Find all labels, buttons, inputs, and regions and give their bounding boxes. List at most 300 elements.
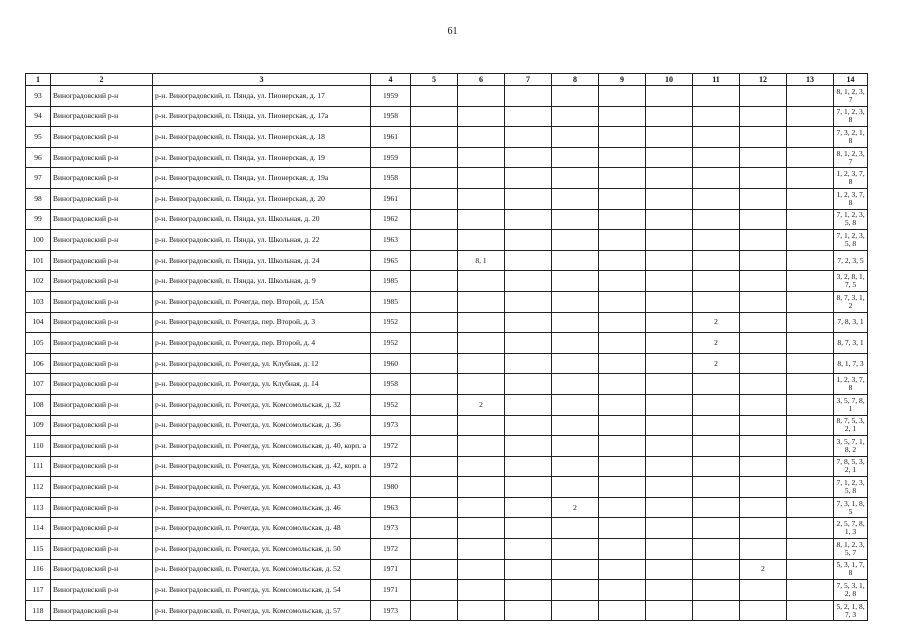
year-cell: 1973 [371, 415, 411, 436]
address-cell: р-н. Виноградовский, п. Рочегда, ул. Комсомольская, д. 42, корп. а [153, 456, 371, 477]
column-6-cell [458, 374, 505, 395]
column-14-cell: 7, 3, 1, 8, 5 [834, 497, 868, 518]
column-10-cell [646, 147, 693, 168]
column-8-cell [552, 271, 599, 292]
address-cell: р-н. Виноградовский, п. Пянда, ул. Пионерская, д. 18 [153, 127, 371, 148]
address-cell: р-н. Виноградовский, п. Пянда, ул. Пионерская, д. 17 [153, 86, 371, 107]
column-6-cell [458, 600, 505, 621]
column-5-cell [411, 477, 458, 498]
column-12-cell [740, 106, 787, 127]
column-13-cell [787, 333, 834, 354]
column-11-cell [693, 147, 740, 168]
column-13-cell [787, 415, 834, 436]
column-6-cell [458, 127, 505, 148]
column-13-cell [787, 394, 834, 415]
column-6-cell: 8, 1 [458, 250, 505, 271]
column-7-cell [505, 230, 552, 251]
column-5-cell [411, 353, 458, 374]
column-11-cell [693, 188, 740, 209]
district-cell: Виноградовский р-н [51, 188, 153, 209]
column-7-cell [505, 436, 552, 457]
column-header: 7 [505, 74, 552, 86]
column-7-cell [505, 271, 552, 292]
column-13-cell [787, 374, 834, 395]
row-number: 97 [26, 168, 51, 189]
column-9-cell [599, 477, 646, 498]
column-11-cell [693, 518, 740, 539]
column-header: 1 [26, 74, 51, 86]
table-row [26, 477, 868, 498]
column-11-cell [693, 600, 740, 621]
year-cell: 1971 [371, 580, 411, 601]
year-cell: 1952 [371, 333, 411, 354]
column-5-cell [411, 291, 458, 312]
column-8-cell [552, 168, 599, 189]
column-5-cell [411, 518, 458, 539]
table-row [26, 559, 868, 580]
column-12-cell [740, 86, 787, 107]
column-6-cell [458, 415, 505, 436]
address-cell: р-н. Виноградовский, п. Рочегда, пер. Второй, д. 15А [153, 291, 371, 312]
column-13-cell [787, 147, 834, 168]
table-row [26, 230, 868, 251]
column-13-cell [787, 188, 834, 209]
row-number: 110 [26, 436, 51, 457]
column-8-cell [552, 127, 599, 148]
row-number: 106 [26, 353, 51, 374]
district-cell: Виноградовский р-н [51, 436, 153, 457]
column-10-cell [646, 333, 693, 354]
table-row [26, 291, 868, 312]
column-8-cell [552, 415, 599, 436]
district-cell: Виноградовский р-н [51, 127, 153, 148]
column-11-cell [693, 291, 740, 312]
column-5-cell [411, 436, 458, 457]
year-cell: 1958 [371, 168, 411, 189]
header-row [26, 74, 868, 86]
column-5-cell [411, 580, 458, 601]
column-14-cell: 7, 5, 3, 1, 2, 8 [834, 580, 868, 601]
column-13-cell [787, 291, 834, 312]
row-number: 117 [26, 580, 51, 601]
year-cell: 1963 [371, 497, 411, 518]
column-5-cell [411, 271, 458, 292]
year-cell: 1973 [371, 600, 411, 621]
column-13-cell [787, 209, 834, 230]
address-cell: р-н. Виноградовский, п. Пянда, ул. Пионерская, д. 17а [153, 106, 371, 127]
year-cell: 1959 [371, 86, 411, 107]
column-10-cell [646, 188, 693, 209]
column-6-cell [458, 559, 505, 580]
column-12-cell [740, 436, 787, 457]
column-8-cell [552, 436, 599, 457]
column-7-cell [505, 291, 552, 312]
column-10-cell [646, 312, 693, 333]
column-9-cell [599, 86, 646, 107]
address-cell: р-н. Виноградовский, п. Рочегда, ул. Комсомольская, д. 50 [153, 539, 371, 560]
column-10-cell [646, 518, 693, 539]
district-cell: Виноградовский р-н [51, 580, 153, 601]
column-6-cell [458, 209, 505, 230]
address-cell: р-н. Виноградовский, п. Рочегда, ул. Комсомольская, д. 32 [153, 394, 371, 415]
column-14-cell: 7, 1, 2, 3, 5, 8 [834, 230, 868, 251]
column-8-cell [552, 456, 599, 477]
column-13-cell [787, 539, 834, 560]
table-row [26, 456, 868, 477]
column-10-cell [646, 497, 693, 518]
column-12-cell [740, 539, 787, 560]
year-cell: 1959 [371, 147, 411, 168]
column-6-cell [458, 539, 505, 560]
district-cell: Виноградовский р-н [51, 539, 153, 560]
table-row [26, 600, 868, 621]
district-cell: Виноградовский р-н [51, 271, 153, 292]
column-6-cell [458, 518, 505, 539]
column-header: 4 [371, 74, 411, 86]
row-number: 107 [26, 374, 51, 395]
column-14-cell: 8, 1, 2, 3, 7 [834, 147, 868, 168]
column-13-cell [787, 559, 834, 580]
column-9-cell [599, 415, 646, 436]
column-7-cell [505, 250, 552, 271]
column-6-cell [458, 497, 505, 518]
column-12-cell [740, 415, 787, 436]
column-14-cell: 8, 7, 5, 3, 2, 1 [834, 415, 868, 436]
column-14-cell: 8, 7, 3, 1, 2 [834, 291, 868, 312]
column-header: 9 [599, 74, 646, 86]
column-9-cell [599, 271, 646, 292]
column-10-cell [646, 600, 693, 621]
table-row [26, 86, 868, 107]
column-6-cell [458, 456, 505, 477]
table-row [26, 333, 868, 354]
column-8-cell [552, 539, 599, 560]
address-cell: р-н. Виноградовский, п. Рочегда, ул. Комсомольская, д. 52 [153, 559, 371, 580]
table-row [26, 394, 868, 415]
column-6-cell [458, 230, 505, 251]
column-14-cell: 2, 5, 7, 8, 1, 3 [834, 518, 868, 539]
column-12-cell [740, 250, 787, 271]
column-14-cell: 1, 2, 3, 7, 8 [834, 188, 868, 209]
column-10-cell [646, 559, 693, 580]
column-10-cell [646, 106, 693, 127]
column-10-cell [646, 250, 693, 271]
year-cell: 1985 [371, 271, 411, 292]
year-cell: 1952 [371, 312, 411, 333]
column-14-cell: 3, 5, 7, 8, 1 [834, 394, 868, 415]
column-8-cell [552, 147, 599, 168]
column-5-cell [411, 374, 458, 395]
column-6-cell [458, 271, 505, 292]
column-9-cell [599, 456, 646, 477]
column-10-cell [646, 209, 693, 230]
district-cell: Виноградовский р-н [51, 312, 153, 333]
district-cell: Виноградовский р-н [51, 250, 153, 271]
column-14-cell: 7, 2, 3, 5 [834, 250, 868, 271]
column-header: 11 [693, 74, 740, 86]
column-11-cell [693, 106, 740, 127]
column-11-cell [693, 86, 740, 107]
row-number: 101 [26, 250, 51, 271]
column-6-cell [458, 436, 505, 457]
column-5-cell [411, 312, 458, 333]
row-number: 113 [26, 497, 51, 518]
district-cell: Виноградовский р-н [51, 209, 153, 230]
column-5-cell [411, 333, 458, 354]
district-cell: Виноградовский р-н [51, 559, 153, 580]
column-5-cell [411, 230, 458, 251]
row-number: 96 [26, 147, 51, 168]
column-10-cell [646, 580, 693, 601]
column-14-cell: 7, 1, 2, 3, 5, 8 [834, 477, 868, 498]
column-13-cell [787, 580, 834, 601]
column-7-cell [505, 312, 552, 333]
row-number: 100 [26, 230, 51, 251]
row-number: 118 [26, 600, 51, 621]
column-10-cell [646, 436, 693, 457]
column-14-cell: 5, 3, 1, 7, 8 [834, 559, 868, 580]
district-cell: Виноградовский р-н [51, 415, 153, 436]
column-12-cell [740, 127, 787, 148]
row-number: 115 [26, 539, 51, 560]
column-13-cell [787, 230, 834, 251]
table-row [26, 436, 868, 457]
table-row [26, 209, 868, 230]
address-cell: р-н. Виноградовский, п. Рочегда, ул. Клубная, д. 14 [153, 374, 371, 395]
column-6-cell: 2 [458, 394, 505, 415]
column-7-cell [505, 559, 552, 580]
column-header: 8 [552, 74, 599, 86]
column-6-cell [458, 477, 505, 498]
column-header: 3 [153, 74, 371, 86]
column-header: 6 [458, 74, 505, 86]
address-cell: р-н. Виноградовский, п. Пянда, ул. Школьная, д. 22 [153, 230, 371, 251]
row-number: 95 [26, 127, 51, 148]
table-row [26, 539, 868, 560]
column-8-cell [552, 188, 599, 209]
table-row [26, 188, 868, 209]
column-7-cell [505, 580, 552, 601]
table-row [26, 168, 868, 189]
column-11-cell [693, 250, 740, 271]
column-header: 13 [787, 74, 834, 86]
column-10-cell [646, 291, 693, 312]
column-7-cell [505, 477, 552, 498]
column-6-cell [458, 333, 505, 354]
column-7-cell [505, 209, 552, 230]
column-10-cell [646, 353, 693, 374]
column-11-cell [693, 539, 740, 560]
column-9-cell [599, 188, 646, 209]
column-12-cell [740, 518, 787, 539]
column-5-cell [411, 86, 458, 107]
column-7-cell [505, 415, 552, 436]
row-number: 112 [26, 477, 51, 498]
column-header: 14 [834, 74, 868, 86]
page-number: 61 [447, 26, 458, 37]
column-11-cell [693, 456, 740, 477]
column-10-cell [646, 456, 693, 477]
district-cell: Виноградовский р-н [51, 374, 153, 395]
column-5-cell [411, 497, 458, 518]
table-row [26, 312, 868, 333]
district-cell: Виноградовский р-н [51, 456, 153, 477]
year-cell: 1963 [371, 230, 411, 251]
address-cell: р-н. Виноградовский, п. Пянда, ул. Пионерская, д. 20 [153, 188, 371, 209]
district-cell: Виноградовский р-н [51, 230, 153, 251]
column-5-cell [411, 415, 458, 436]
address-cell: р-н. Виноградовский, п. Рочегда, ул. Комсомольская, д. 43 [153, 477, 371, 498]
district-cell: Виноградовский р-н [51, 168, 153, 189]
address-cell: р-н. Виноградовский, п. Рочегда, ул. Комсомольская, д. 57 [153, 600, 371, 621]
column-6-cell [458, 188, 505, 209]
row-number: 99 [26, 209, 51, 230]
address-cell: р-н. Виноградовский, п. Пянда, ул. Школьная, д. 9 [153, 271, 371, 292]
district-cell: Виноградовский р-н [51, 106, 153, 127]
column-14-cell: 7, 1, 2, 3, 8 [834, 106, 868, 127]
column-6-cell [458, 291, 505, 312]
year-cell: 1965 [371, 250, 411, 271]
column-6-cell [458, 86, 505, 107]
column-9-cell [599, 333, 646, 354]
column-5-cell [411, 559, 458, 580]
column-14-cell: 8, 7, 3, 1 [834, 333, 868, 354]
column-13-cell [787, 127, 834, 148]
column-6-cell [458, 147, 505, 168]
column-10-cell [646, 415, 693, 436]
column-5-cell [411, 539, 458, 560]
column-11-cell [693, 436, 740, 457]
column-13-cell [787, 86, 834, 107]
row-number: 103 [26, 291, 51, 312]
row-number: 93 [26, 86, 51, 107]
column-header: 10 [646, 74, 693, 86]
row-number: 109 [26, 415, 51, 436]
column-5-cell [411, 600, 458, 621]
row-number: 98 [26, 188, 51, 209]
column-9-cell [599, 394, 646, 415]
column-8-cell [552, 559, 599, 580]
column-8-cell [552, 86, 599, 107]
column-8-cell [552, 374, 599, 395]
column-8-cell [552, 250, 599, 271]
district-cell: Виноградовский р-н [51, 477, 153, 498]
address-cell: р-н. Виноградовский, п. Рочегда, ул. Комсомольская, д. 40, корп. а [153, 436, 371, 457]
column-7-cell [505, 374, 552, 395]
column-9-cell [599, 168, 646, 189]
column-7-cell [505, 168, 552, 189]
column-13-cell [787, 312, 834, 333]
table-row [26, 127, 868, 148]
column-7-cell [505, 518, 552, 539]
column-11-cell: 2 [693, 312, 740, 333]
row-number: 111 [26, 456, 51, 477]
column-10-cell [646, 271, 693, 292]
column-13-cell [787, 477, 834, 498]
column-7-cell [505, 147, 552, 168]
column-13-cell [787, 436, 834, 457]
year-cell: 1952 [371, 394, 411, 415]
column-8-cell [552, 600, 599, 621]
column-12-cell [740, 394, 787, 415]
column-10-cell [646, 168, 693, 189]
column-7-cell [505, 394, 552, 415]
column-14-cell: 1, 2, 3, 7, 8 [834, 168, 868, 189]
table-row [26, 250, 868, 271]
column-11-cell [693, 477, 740, 498]
column-header: 5 [411, 74, 458, 86]
address-cell: р-н. Виноградовский, п. Пянда, ул. Школьная, д. 20 [153, 209, 371, 230]
table-row [26, 374, 868, 395]
district-cell: Виноградовский р-н [51, 600, 153, 621]
row-number: 116 [26, 559, 51, 580]
district-cell: Виноградовский р-н [51, 291, 153, 312]
column-11-cell: 2 [693, 333, 740, 354]
column-5-cell [411, 168, 458, 189]
column-9-cell [599, 374, 646, 395]
column-5-cell [411, 456, 458, 477]
column-7-cell [505, 86, 552, 107]
table-row [26, 497, 868, 518]
column-5-cell [411, 188, 458, 209]
column-10-cell [646, 374, 693, 395]
column-10-cell [646, 127, 693, 148]
column-9-cell [599, 497, 646, 518]
column-8-cell [552, 312, 599, 333]
table-body [26, 86, 868, 621]
row-number: 102 [26, 271, 51, 292]
column-11-cell [693, 168, 740, 189]
district-cell: Виноградовский р-н [51, 353, 153, 374]
column-14-cell: 7, 8, 5, 3, 2, 1 [834, 456, 868, 477]
column-13-cell [787, 353, 834, 374]
column-9-cell [599, 147, 646, 168]
column-7-cell [505, 497, 552, 518]
column-6-cell [458, 168, 505, 189]
column-9-cell [599, 250, 646, 271]
column-7-cell [505, 333, 552, 354]
column-12-cell: 2 [740, 559, 787, 580]
year-cell: 1972 [371, 539, 411, 560]
year-cell: 1972 [371, 436, 411, 457]
column-9-cell [599, 436, 646, 457]
column-11-cell [693, 497, 740, 518]
register-table [25, 73, 868, 621]
column-8-cell [552, 477, 599, 498]
column-12-cell [740, 168, 787, 189]
column-12-cell [740, 333, 787, 354]
column-9-cell [599, 127, 646, 148]
column-9-cell [599, 230, 646, 251]
column-5-cell [411, 127, 458, 148]
column-11-cell [693, 415, 740, 436]
column-9-cell [599, 518, 646, 539]
column-5-cell [411, 209, 458, 230]
column-7-cell [505, 539, 552, 560]
column-11-cell [693, 374, 740, 395]
column-header: 12 [740, 74, 787, 86]
year-cell: 1962 [371, 209, 411, 230]
column-9-cell [599, 580, 646, 601]
table-row [26, 271, 868, 292]
column-10-cell [646, 394, 693, 415]
column-12-cell [740, 230, 787, 251]
year-cell: 1958 [371, 106, 411, 127]
column-7-cell [505, 106, 552, 127]
column-10-cell [646, 539, 693, 560]
column-12-cell [740, 374, 787, 395]
column-14-cell: 3, 5, 7, 1, 8, 2 [834, 436, 868, 457]
